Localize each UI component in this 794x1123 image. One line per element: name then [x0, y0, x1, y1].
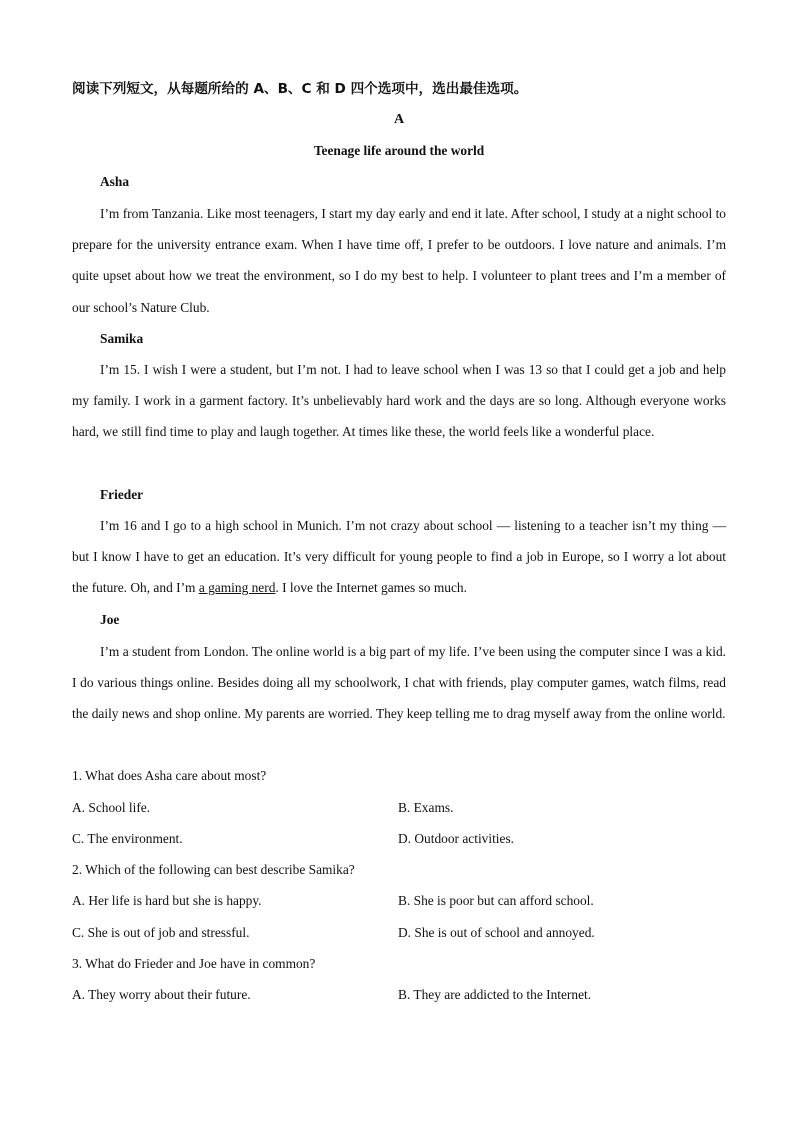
paragraph-samika: I’m 15. I wish I were a student, but I’m not. I had to leave school when I was 13 so that I could get a job and help my family. I work in a garment factory. It’s unbelievably hard work and the days are so long. Although everyone works hard, we still find time to play and laugh together. At times like these, the world feels like a wonderful place. — [72, 362, 726, 440]
question-option: B. She is poor but can afford school. — [398, 893, 594, 908]
underlined-phrase: a gaming nerd — [198, 580, 276, 596]
question-option: C. She is out of job and stressful. — [72, 925, 250, 940]
passage-title: Teenage life around the world — [313, 143, 485, 158]
question-option: D. Outdoor activities. — [398, 831, 515, 846]
question-option: A. School life. — [72, 800, 151, 815]
question-stem: 2. Which of the following can best describe Samika? — [72, 862, 355, 877]
paragraph-frieder — [72, 510, 726, 604]
person-name-joe: Joe — [100, 612, 120, 627]
question-option: B. Exams. — [398, 800, 454, 815]
paragraph-frieder-part1: I’m 16 and I go to a high school in Munich. I’m not crazy about school — listening to a teacher isn’t my thing — but I know I have to get an education. It’s very difficult for young people to find a job in Europe, so I worry a lot about the future. Oh, and I’m — [72, 518, 726, 596]
question-stem: 1. What does Asha care about most? — [72, 768, 267, 783]
question-option: C. The environment. — [72, 831, 183, 846]
section-label: A — [393, 112, 405, 127]
paragraph-joe: I’m a student from London. The online world is a big part of my life. I’ve been using the computer since I was a kid. I do various things online. Besides doing all my schoolwork, I chat with friends, play computer games, watch films, read the daily news and shop online. My parents are worried. They keep telling me to drag myself away from the online world. — [72, 644, 726, 722]
question-stem: 3. What do Frieder and Joe have in common? — [72, 956, 316, 971]
person-name-samika: Samika — [100, 331, 144, 346]
paragraph-frieder-part2: . I love the Internet games so much. — [275, 580, 467, 596]
person-name-frieder: Frieder — [100, 487, 144, 502]
question-option: D. She is out of school and annoyed. — [398, 925, 595, 940]
instruction-text: 阅读下列短文，从每题所给的 A、B、C 和 D 四个选项中，选出最佳选项。 — [72, 81, 528, 97]
question-option: A. Her life is hard but she is happy. — [72, 893, 262, 908]
paragraph-asha: I’m from Tanzania. Like most teenagers, I start my day early and end it late. After school, I study at a night school to prepare for the university entrance exam. When I have time off, I prefer to be outdoors. I love nature and animals. I’m quite upset about how we treat the environment, so I do my best to help. I volunteer to plant trees and I’m a member of our school’s Nature Club. — [72, 206, 726, 315]
question-option: A. They worry about their future. — [72, 987, 251, 1002]
question-option: B. They are addicted to the Internet. — [398, 987, 592, 1002]
person-name-asha: Asha — [100, 174, 130, 189]
